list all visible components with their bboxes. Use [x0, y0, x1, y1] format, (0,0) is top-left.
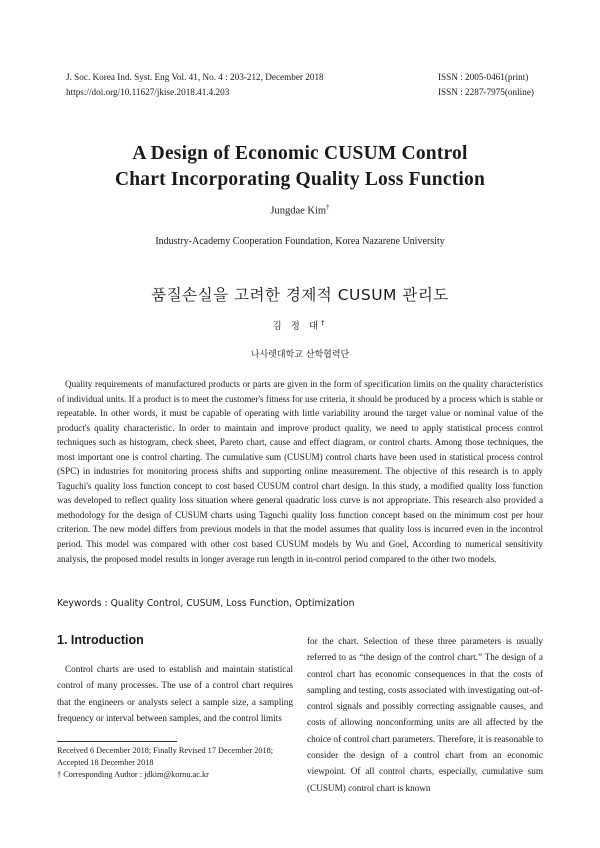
footnote-accepted: Accepted 18 December 2018 [57, 758, 154, 768]
author-mark: † [326, 203, 330, 211]
footnote-corresponding: † Corresponding Author : jdkim@kornu.ac.kr [57, 770, 209, 780]
footnote-divider [57, 741, 177, 742]
author-name: Jungdae Kim [270, 205, 327, 217]
author [0, 203, 600, 217]
korean-author [0, 318, 600, 332]
title-line-1: A Design of Economic CUSUM Control [132, 143, 468, 164]
footnote-received: Received 6 December 2018; Finally Revised 17 December 2018; [57, 746, 274, 755]
footnote [57, 745, 297, 782]
keywords-label: Keywords [57, 598, 102, 609]
keywords [57, 598, 355, 609]
paper-title [0, 141, 600, 193]
journal-header [66, 70, 324, 100]
intro-right-column: for the chart. Selection of these three parameters is usually referred to as “the design of the control chart.” The design of a control chart has economic consequences in that the costs of sampling and testing, costs associated with investigating out-of-control signals and possibly correcting assignable causes, and costs of allowing nonconforming units are all affected by the choice of control chart parameters. Therefore, it is reasonable to consider the design of a control chart from an economic viewpoint. Of all control charts, especially, cumulative sum (CUSUM) control chart is known [307, 636, 543, 793]
abstract: Quality requirements of manufactured products or parts are given in the form of specification limits on the quality characteristics of individual units. If a product is to meet the customer's fitness for use criteria, it should be produced by a process which is stable or repeatable. In other words, it must be capable of operating with little variability around the target value or nominal value of the product's quality characteristic. In order to maintain and improve product quality, we need to apply statistical process control techniques such as histogram, check sheet, Pareto chart, cause and effect diagram, or control charts. Among those techniques, the most important one is control charting. The cumulative sum (CUSUM) control charts have been used in statistical process control (SPC) in industries for monitoring process shifts and supporting online measurement. The objective of this research is to apply Taguchi's quality loss function concept to cost based CUSUM control chart design. In this study, a modified quality loss function was developed to reflect quality loss situation where general quadratic loss curve is not appropriate. This research also provided a methodology for the design of CUSUM charts using Taguchi quality loss function concept based on the minimum cost per hour criterion. The new model differs from previous models in that the model assumes that quality loss is incurred even in the incontrol period. This model was compared with other cost based CUSUM models by Wu and Goel, According to numerical sensitivity analysis, the proposed model results in longer average run length in in-control period compared to the other two models. [57, 379, 543, 564]
korean-affiliation: 나사렛대학교 산학협력단 [250, 350, 350, 360]
journal-citation: J. Soc. Korea Ind. Syst. Eng Vol. 41, No. 4 : 203-212, December 2018 [66, 72, 324, 82]
keywords-separator: : [101, 598, 111, 609]
intro-left-column: Control charts are used to establish and maintain statistical control of many processes. The use of a control chart requires that the engineers or analysts select a sample size, a sampling frequency or interval between samples, and the control limits [57, 664, 293, 723]
korean-author-mark: † [321, 318, 328, 327]
affiliation: Industry-Academy Cooperation Foundation, Korea Nazarene University [155, 236, 445, 247]
doi-link[interactable]: https://doi.org/10.11627/jkise.2018.41.4.203 [66, 87, 230, 97]
title-line-2: Chart Incorporating Quality Loss Function [114, 169, 486, 190]
korean-title: 품질손실을 고려한 경제적 CUSUM 관리도 [151, 286, 449, 304]
issn-block [438, 70, 534, 100]
section-heading-introduction: 1. Introduction [57, 633, 144, 647]
keywords-text: Quality Control, CUSUM, Loss Function, Optimization [110, 598, 355, 609]
korean-author-name: 김 정 대 [272, 321, 322, 332]
issn-print: ISSN : 2005-0461(print) [438, 72, 529, 82]
issn-online: ISSN : 2287-7975(online) [438, 87, 534, 97]
